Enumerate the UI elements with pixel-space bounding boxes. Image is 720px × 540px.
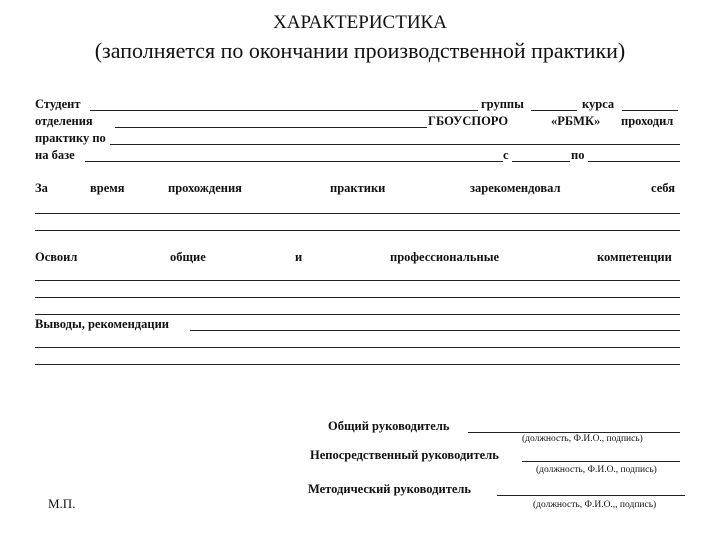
- college-name: «РБМК»: [551, 114, 601, 128]
- during-word-3: прохождения: [168, 181, 242, 195]
- base-field[interactable]: [85, 161, 503, 162]
- document-title: ХАРАКТЕРИСТИКА: [273, 12, 447, 33]
- passed-label: проходил: [621, 114, 674, 128]
- mastered-word-5: компетенции: [597, 250, 672, 264]
- to-date-field[interactable]: [588, 161, 680, 162]
- mastered-word-1: Освоил: [35, 250, 78, 264]
- conclusions-line-2[interactable]: [35, 347, 680, 348]
- practice-label: практику по: [35, 131, 106, 145]
- mastered-word-2: общие: [170, 250, 206, 264]
- competence-line-3[interactable]: [35, 314, 680, 315]
- group-label: группы: [481, 97, 524, 111]
- methodical-supervisor-hint: (должность, Ф.И.О.,, подпись): [533, 500, 657, 510]
- direct-supervisor-field[interactable]: [522, 461, 680, 462]
- competence-line-1[interactable]: [35, 280, 680, 281]
- during-word-4: практики: [330, 181, 386, 195]
- group-field[interactable]: [531, 110, 577, 111]
- direct-supervisor-hint: (должность, Ф.И.О., подпись): [536, 465, 657, 475]
- conclusions-line-3[interactable]: [35, 364, 680, 365]
- methodical-supervisor-field[interactable]: [497, 495, 685, 496]
- document-subtitle: (заполняется по окончании производственной практики): [94, 38, 626, 63]
- during-word-6: себя: [651, 181, 675, 195]
- to-label: по: [571, 148, 585, 162]
- department-field[interactable]: [115, 127, 427, 128]
- during-word-2: время: [90, 181, 125, 195]
- direct-supervisor-label: Непосредственный руководитель: [310, 448, 499, 462]
- student-name-field[interactable]: [90, 110, 478, 111]
- stamp-label: М.П.: [48, 496, 76, 511]
- mastered-word-4: профессиональные: [390, 250, 499, 264]
- department-label: отделения: [35, 114, 93, 128]
- characteristic-line-1[interactable]: [35, 213, 680, 214]
- competence-line-2[interactable]: [35, 297, 680, 298]
- during-word-1: За: [35, 181, 48, 195]
- characteristic-line-2[interactable]: [35, 230, 680, 231]
- practice-field[interactable]: [110, 144, 680, 145]
- general-supervisor-hint: (должность, Ф.И.О., подпись): [522, 434, 643, 444]
- during-word-5: зарекомендовал: [470, 181, 561, 195]
- general-supervisor-label: Общий руководитель: [328, 419, 450, 433]
- conclusions-label: Выводы, рекомендации: [35, 317, 169, 331]
- methodical-supervisor-label: Методический руководитель: [308, 482, 472, 496]
- mastered-word-3: и: [295, 250, 303, 264]
- institution-name: ГБОУСПОРО: [428, 114, 509, 128]
- general-supervisor-field[interactable]: [468, 432, 680, 433]
- course-label: курса: [582, 97, 615, 111]
- from-date-field[interactable]: [512, 161, 570, 162]
- conclusions-line-1[interactable]: [190, 330, 680, 331]
- base-label: на базе: [35, 148, 75, 162]
- from-label: с: [503, 148, 509, 162]
- student-label: Студент: [35, 97, 81, 111]
- course-field[interactable]: [622, 110, 678, 111]
